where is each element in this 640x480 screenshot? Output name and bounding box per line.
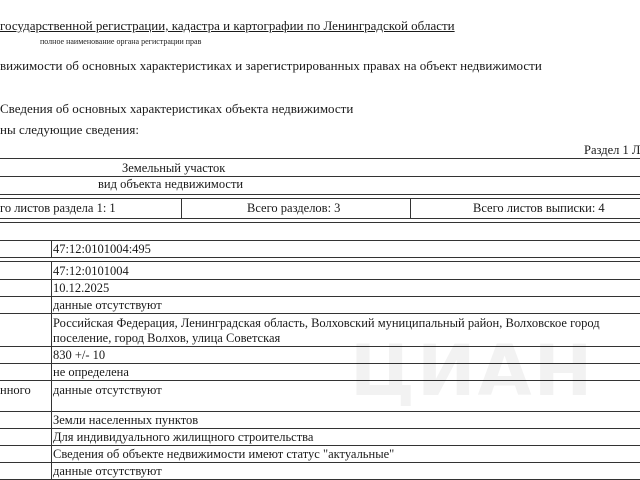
authority-caption: полное наименование органа регистрации прав: [40, 37, 202, 46]
row-value: 10.12.2025: [53, 281, 110, 295]
sections-total: Всего разделов: 3: [247, 201, 341, 215]
address-line-2: поселение, город Волхов, улица Советская: [53, 331, 281, 345]
registration-authority: государственной регистрации, кадастра и картографии по Ленинградской области: [0, 18, 455, 33]
row-value: не определена: [53, 365, 129, 379]
watermark-logo: ЦИАН: [350, 330, 595, 412]
section-label: Раздел 1 Л: [584, 143, 640, 157]
intro-text: ны следующие сведения:: [0, 122, 139, 137]
area-value: 830 +/- 10: [53, 348, 106, 362]
row-label: нного: [0, 383, 31, 397]
address-line-1: Российская Федерация, Ленинградская область, Волховский муниципальный район, Волховское город: [53, 316, 600, 330]
section-title: Сведения об основных характеристиках объекта недвижимости: [0, 101, 354, 116]
row-value: 47:12:0101004: [53, 264, 129, 278]
sheets-total: Всего листов выписки: 4: [473, 201, 605, 215]
object-type: Земельный участок: [122, 161, 226, 175]
row-value: данные отсутствуют: [53, 464, 162, 478]
land-category: Земли населенных пунктов: [53, 413, 199, 427]
permitted-use: Для индивидуального жилищного строительства: [53, 430, 314, 444]
record-status: Сведения об объекте недвижимости имеют статус "актуальные": [53, 447, 395, 461]
cadastral-number: 47:12:0101004:495: [53, 242, 151, 256]
sheets-in-section: го листов раздела 1: 1: [0, 201, 116, 215]
object-type-caption: вид объекта недвижимости: [98, 177, 244, 191]
row-value: данные отсутствуют: [53, 298, 162, 312]
row-value: данные отсутствуют: [53, 383, 162, 397]
extract-title: вижимости об основных характеристиках и зарегистрированных правах на объект недвижимости: [0, 58, 542, 73]
